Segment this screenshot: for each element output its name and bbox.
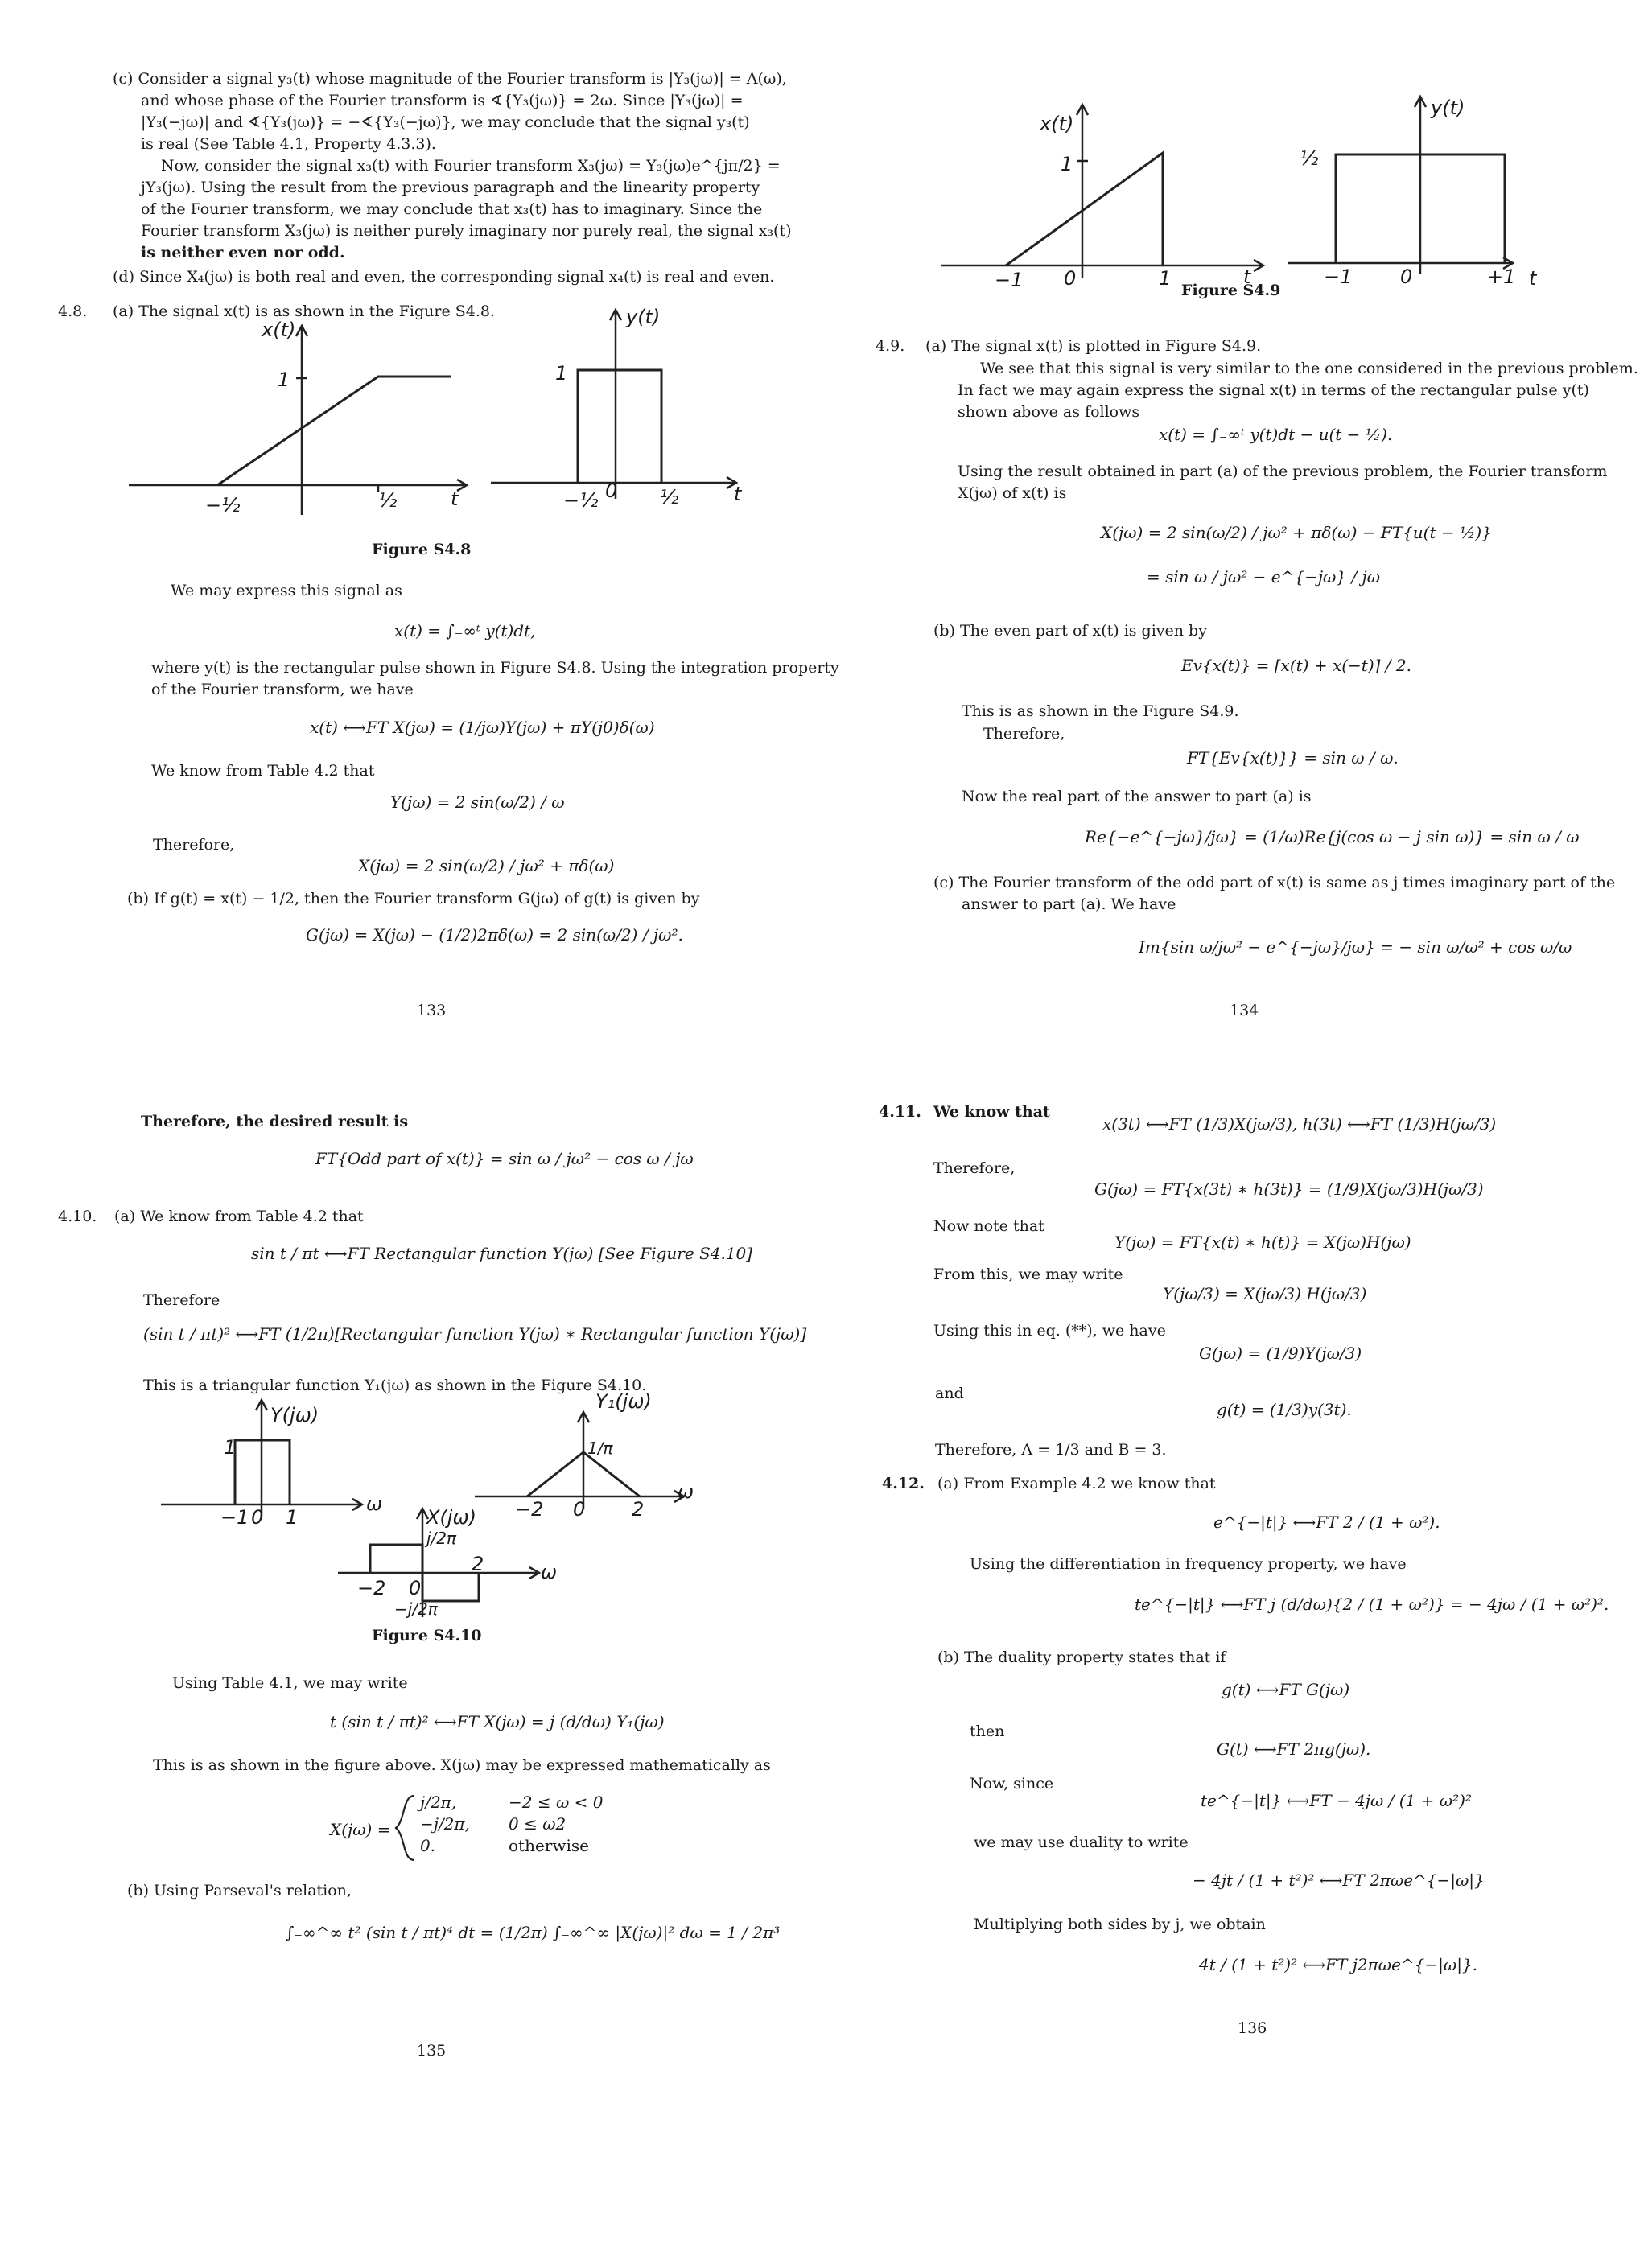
p133-c-line2: and whose phase of the Fourier transform is ∢{Y₃(jω)} = 2ω. Since |Y₃(jω)| = xyxy=(141,92,744,109)
p136-w-line7: Therefore, A = 1/3 and B = 3. xyxy=(935,1441,1167,1459)
p134-b-line3: Therefore, xyxy=(983,725,1065,743)
p134-eq4: Ev{x(t)} = [x(t) + x(−t)] / 2. xyxy=(1181,656,1411,675)
p133-c-line3: |Y₃(−jω)| and ∢{Y₃(jω)} = −∢{Y₃(−jω)}, we may conclude that the signal y₃(t) xyxy=(141,113,750,131)
fig49-half-label: ½ xyxy=(1300,147,1319,170)
fig49-0-label: 0 xyxy=(1064,267,1077,290)
p136-eq13: 4t / (1 + t²)² ⟷FT j2πωe^{−|ω|}. xyxy=(1199,1955,1478,1974)
p134-c-line2: answer to part (a). We have xyxy=(962,895,1176,913)
p133-d-line1: (d) Since X₄(jω) is both real and even, the corresponding signal x₄(t) is real and even. xyxy=(113,268,775,286)
p136-a-line2: Using the differentiation in frequency property, we have xyxy=(970,1555,1407,1573)
p136-eq4: Y(jω/3) = X(jω/3) H(jω/3) xyxy=(1163,1284,1367,1303)
p135-eq6: ∫₋∞^∞ t² (sin t / πt)⁴ dt = (1/2π) ∫₋∞^∞ |X(jω)|² dω = 1 / 2π³ xyxy=(286,1923,781,1942)
fig49-yt-label: y(t) xyxy=(1431,97,1465,119)
fig48-half-b-label: ½ xyxy=(660,486,679,508)
fig410-0-label: 0 xyxy=(251,1506,264,1529)
p136-eq1: x(3t) ⟷FT (1/3)X(jω/3), h(3t) ⟷FT (1/3)H(jω/3) xyxy=(1102,1114,1497,1134)
p133-c-line9: is neither even nor odd. xyxy=(141,244,345,261)
fig410-Y1-label: Y₁(jω) xyxy=(595,1390,652,1413)
fig410-1pi-label: 1/π xyxy=(587,1439,613,1458)
fig410-m2c-label: −2 xyxy=(357,1577,386,1599)
p133-c-line1: (c) Consider a signal y₃(t) whose magnitude of the Fourier transform is |Y₃(jω)| = A(ω), xyxy=(113,70,787,88)
p135-problem-number: 4.10. xyxy=(58,1208,97,1225)
p133-eq4: X(jω) = 2 sin(ω/2) / jω² + πδ(ω) xyxy=(358,856,615,875)
p135-eq1: FT{Odd part of x(t)} = sin ω / jω² − cos ω / jω xyxy=(315,1149,694,1168)
fig48-t-label: t xyxy=(451,488,459,510)
p133-c-line5: Now, consider the signal x₃(t) with Fourier transform X₃(jω) = Y₃(jω)e^{jπ/2} = xyxy=(161,157,781,175)
p133-eq1: x(t) = ∫₋∞ᵗ y(t)dt, xyxy=(394,621,536,640)
p133-e-line1: We may express this signal as xyxy=(171,582,402,599)
fig49-1-label: 1 xyxy=(1159,267,1172,290)
p136-w-line2: Therefore, xyxy=(933,1159,1016,1177)
p136-eq12: − 4jt / (1 + t²)² ⟷FT 2πωe^{−|ω|} xyxy=(1193,1871,1485,1890)
p135-eq3: (sin t / πt)² ⟷FT (1/2π)[Rectangular function Y(jω) ∗ Rectangular function Y(jω)] xyxy=(143,1324,807,1344)
p136-w-line6: and xyxy=(935,1385,964,1402)
p136-w-line3: Now note that xyxy=(933,1217,1044,1235)
p134-a-line2: We see that this signal is very similar to the one considered in the previous problem. xyxy=(980,360,1638,377)
p134-b-line1: (b) The even part of x(t) is given by xyxy=(933,622,1207,640)
p135-a-line4: Using Table 4.1, we may write xyxy=(172,1674,408,1692)
p135-a-line5: This is as shown in the figure above. X(jω) may be expressed mathematically as xyxy=(153,1756,771,1774)
fig410-Y-label: Y(jω) xyxy=(270,1404,319,1426)
p136-b-line5: Multiplying both sides by j, we obtain xyxy=(974,1916,1266,1933)
p135-case3-value: 0. xyxy=(420,1836,436,1855)
fig49-m1b-label: −1 xyxy=(1324,265,1353,288)
p136-problem-number-411: 4.11. xyxy=(879,1103,921,1121)
p133-c-line7: of the Fourier transform, we may conclude that x₃(t) has to imaginary. Since the xyxy=(141,200,763,218)
fig410-wc-label: ω xyxy=(541,1561,558,1583)
fig410-X-label: X(jω) xyxy=(426,1506,476,1529)
fig410-wb-label: ω xyxy=(678,1480,694,1503)
p133-e-line3: of the Fourier transform, we have xyxy=(151,681,414,698)
p135-eq4: t (sin t / πt)² ⟷FT X(jω) = j (d/dω) Y₁(jω) xyxy=(330,1712,665,1731)
p133-problem-number: 4.8. xyxy=(58,303,88,320)
fig49-t-label: t xyxy=(1243,265,1251,288)
page-number-133: 133 xyxy=(417,1002,447,1019)
p135-b-line1: (b) Using Parseval's relation, xyxy=(127,1882,352,1900)
page-number-136: 136 xyxy=(1238,2019,1267,2037)
fig48-one-label-b: 1 xyxy=(555,362,568,385)
p135-case2-value: −j/2π, xyxy=(420,1814,470,1834)
fig49-m1-label: −1 xyxy=(995,269,1024,291)
p136-eq7: e^{−|t|} ⟷FT 2 / (1 + ω²). xyxy=(1213,1513,1440,1532)
p134-eq7: Im{sin ω/jω² − e^{−jω}/jω} = − sin ω/ω² + cos ω/ω xyxy=(1139,937,1572,957)
p135-a-line1: (a) We know from Table 4.2 that xyxy=(114,1208,364,1225)
p134-eq2: X(jω) = 2 sin(ω/2) / jω² + πδ(ω) − FT{u(t − ½)} xyxy=(1101,523,1492,542)
p135-case2-cond: 0 ≤ ω2 xyxy=(509,1814,566,1834)
fig48-xt-label: x(t) xyxy=(262,319,296,341)
fig49-one-label: 1 xyxy=(1061,153,1073,175)
fig410-2-label: 2 xyxy=(632,1498,645,1521)
p134-b-line2: This is as shown in the Figure S4.9. xyxy=(962,702,1239,720)
page-number-135: 135 xyxy=(417,2042,447,2060)
fig49-xt-label: x(t) xyxy=(1040,113,1074,135)
p136-eq11: te^{−|t|} ⟷FT − 4jω / (1 + ω²)² xyxy=(1201,1791,1472,1810)
page-number-134: 134 xyxy=(1230,1002,1259,1019)
p133-eq3: Y(jω) = 2 sin(ω/2) / ω xyxy=(390,792,565,812)
fig410-w-label: ω xyxy=(366,1492,383,1515)
fig48-t-b-label: t xyxy=(734,483,742,505)
p134-eq1: x(t) = ∫₋∞ᵗ y(t)dt − u(t − ½). xyxy=(1159,425,1393,444)
p134-a-line1: (a) The signal x(t) is plotted in Figure S4.9. xyxy=(925,337,1262,355)
p136-b-line3: Now, since xyxy=(970,1775,1054,1793)
p135-a-line2: Therefore xyxy=(143,1291,220,1309)
p136-eq3: Y(jω) = FT{x(t) ∗ h(t)} = X(jω)H(jω) xyxy=(1114,1233,1411,1252)
p136-eq5: G(jω) = (1/9)Y(jω/3) xyxy=(1199,1344,1362,1363)
p135-a-line3: This is a triangular function Y₁(jω) as shown in the Figure S4.10. xyxy=(143,1377,647,1394)
p136-eq10: G(t) ⟷FT 2πg(jω). xyxy=(1217,1739,1371,1759)
p133-c-line8: Fourier transform X₃(jω) is neither purely imaginary nor purely real, the signal x₃(t) xyxy=(141,222,792,240)
p133-eq2: x(t) ⟷FT X(jω) = (1/jω)Y(jω) + πY(j0)δ(ω) xyxy=(310,718,655,737)
p134-c-line1: (c) The Fourier transform of the odd part of x(t) is same as j times imaginary part of the xyxy=(933,874,1616,891)
p135-eq2: sin t / πt ⟷FT Rectangular function Y(jω) [See Figure S4.10] xyxy=(251,1244,753,1263)
p135-t-line1: Therefore, the desired result is xyxy=(141,1113,409,1130)
p136-w-line5: Using this in eq. (**), we have xyxy=(933,1322,1166,1340)
p135-eq5-lhs: X(jω) = xyxy=(330,1820,391,1839)
fig48-mhalf-b-label: −½ xyxy=(563,489,599,512)
p134-a-line4: shown above as follows xyxy=(958,403,1140,421)
p136-eq6: g(t) = (1/3)y(3t). xyxy=(1217,1400,1352,1419)
fig48-one-label: 1 xyxy=(278,368,290,391)
p133-e-line4: We know from Table 4.2 that xyxy=(151,762,375,780)
p136-eq8: te^{−|t|} ⟷FT j (d/dω){2 / (1 + ω²)} = − 4jω / (1 + ω²)². xyxy=(1135,1595,1609,1614)
fig48-caption: Figure S4.8 xyxy=(372,541,472,558)
p136-b-line2: then xyxy=(970,1723,1005,1740)
fig410-caption: Figure S4.10 xyxy=(372,1627,482,1644)
p136-w-line4: From this, we may write xyxy=(933,1266,1123,1283)
p134-eq3: = sin ω / jω² − e^{−jω} / jω xyxy=(1147,567,1381,587)
p133-eq5: G(jω) = X(jω) − (1/2)2πδ(ω) = 2 sin(ω/2) / jω². xyxy=(306,925,683,945)
p133-e-line2: where y(t) is the rectangular pulse shown in Figure S4.8. Using the integration property xyxy=(151,659,839,677)
fig410-p1-label: 1 xyxy=(286,1506,299,1529)
p134-b-line4: Now the real part of the answer to part (a) is xyxy=(962,788,1312,805)
fig410-j2pi-label: j/2π xyxy=(426,1529,457,1548)
fig49-p1-label: +1 xyxy=(1487,265,1516,288)
fig410-m1-label: −1 xyxy=(220,1506,249,1529)
fig410-1-label: 1 xyxy=(224,1436,237,1459)
p134-eq5: FT{Ev{x(t)}} = sin ω / ω. xyxy=(1187,748,1399,768)
p133-c-line4: is real (See Table 4.1, Property 4.3.3). xyxy=(141,135,436,153)
p136-eq9: g(t) ⟷FT G(jω) xyxy=(1222,1680,1350,1699)
p133-a-line1: (a) The signal x(t) is as shown in the Figure S4.8. xyxy=(113,303,496,320)
p134-a-line6: X(jω) of x(t) is xyxy=(958,484,1067,502)
fig49-tb-label: t xyxy=(1529,267,1537,290)
fig49-0b-label: 0 xyxy=(1400,265,1413,288)
p135-case1-cond: −2 ≤ ω < 0 xyxy=(509,1793,604,1812)
fig48-half-label: ½ xyxy=(378,489,398,512)
p136-problem-number-412: 4.12. xyxy=(882,1475,925,1492)
p136-w-line1: We know that xyxy=(933,1103,1050,1121)
p133-c-line6: jY₃(jω). Using the result from the previous paragraph and the linearity property xyxy=(141,179,760,196)
p134-eq6: Re{−e^{−jω}/jω} = (1/ω)Re{j(cos ω − j sin ω)} = sin ω / ω xyxy=(1085,827,1580,846)
p134-problem-number: 4.9. xyxy=(876,337,905,355)
p136-eq2: G(jω) = FT{x(3t) ∗ h(3t)} = (1/9)X(jω/3)H(jω/3) xyxy=(1094,1179,1484,1199)
fig410-0b-label: 0 xyxy=(573,1498,586,1521)
p133-b-line1: (b) If g(t) = x(t) − 1/2, then the Fourier transform G(jω) of g(t) is given by xyxy=(127,890,700,908)
fig410-m2-label: −2 xyxy=(515,1498,544,1521)
p136-b-line4: we may use duality to write xyxy=(974,1834,1189,1851)
fig48-yt-label: y(t) xyxy=(626,306,661,328)
p136-a-line1: (a) From Example 4.2 we know that xyxy=(937,1475,1216,1492)
p135-case3-cond: otherwise xyxy=(509,1836,589,1855)
p134-a-line3: In fact we may again express the signal x(t) in terms of the rectangular pulse y(t) xyxy=(958,381,1589,399)
fig48-mhalf-label: −½ xyxy=(205,494,241,517)
p134-a-line5: Using the result obtained in part (a) of the previous problem, the Fourier transform xyxy=(958,463,1608,480)
p135-case1-value: j/2π, xyxy=(420,1793,457,1812)
fig410-0c-label: 0 xyxy=(409,1577,422,1599)
fig48-zero-label: 0 xyxy=(605,480,618,502)
fig410-mj2pi-label: −j/2π xyxy=(394,1599,438,1619)
fig49-caption: Figure S4.9 xyxy=(1181,282,1281,299)
p133-e-line5: Therefore, xyxy=(153,836,235,854)
fig410-2c-label: 2 xyxy=(472,1553,484,1575)
p136-b-line1: (b) The duality property states that if xyxy=(937,1649,1226,1666)
